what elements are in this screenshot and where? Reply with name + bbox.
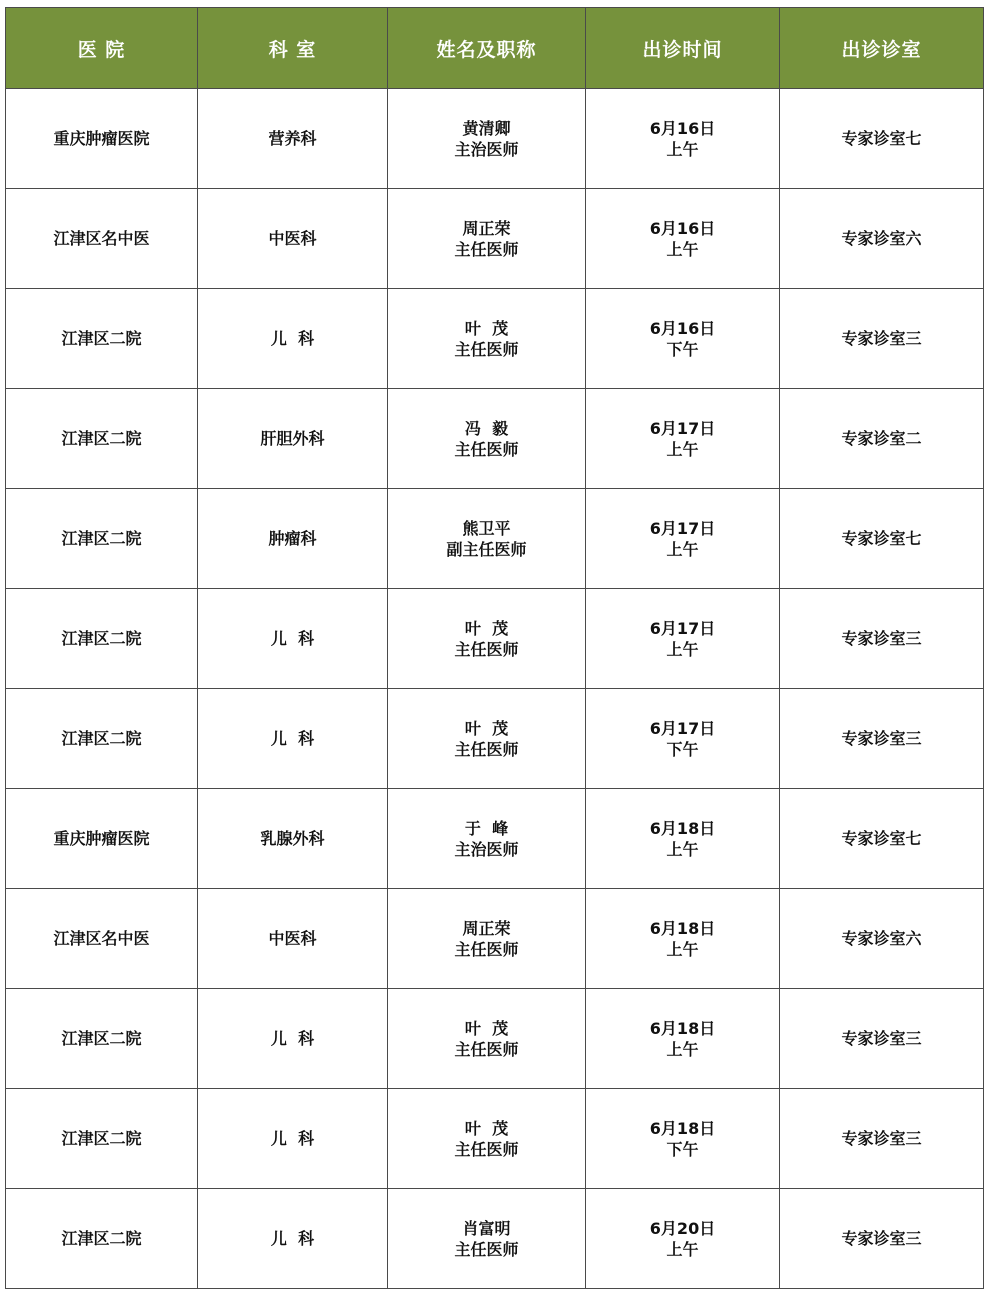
header-department: 科 室 bbox=[198, 8, 388, 89]
doctor-title: 主任医师 bbox=[454, 1239, 519, 1259]
hospital-text: 江津区二院 bbox=[61, 329, 142, 348]
cell-department bbox=[198, 989, 388, 1089]
cell-doctor bbox=[388, 889, 586, 989]
cell-department bbox=[198, 1089, 388, 1189]
department-text: 乳腺外科 bbox=[260, 829, 325, 848]
department-text: 肝胆外科 bbox=[260, 429, 325, 448]
cell-room bbox=[780, 89, 984, 189]
cell-doctor bbox=[388, 489, 586, 589]
doctor-title: 主任医师 bbox=[454, 1039, 519, 1059]
room-text: 专家诊室七 bbox=[841, 129, 922, 148]
department-text: 儿 科 bbox=[270, 329, 315, 348]
cell-hospital bbox=[6, 289, 198, 389]
doctor-name: 肖富明 bbox=[462, 1218, 511, 1238]
cell-time bbox=[586, 1089, 780, 1189]
cell-time bbox=[586, 989, 780, 1089]
table-row bbox=[6, 489, 984, 589]
doctor-title: 主治医师 bbox=[454, 839, 519, 859]
cell-doctor bbox=[388, 389, 586, 489]
cell-time bbox=[586, 1189, 780, 1289]
cell-hospital bbox=[6, 1189, 198, 1289]
doctor-title: 主任医师 bbox=[454, 339, 519, 359]
cell-doctor bbox=[388, 689, 586, 789]
department-text: 中医科 bbox=[268, 929, 317, 948]
clinic-date: 6月16日 bbox=[649, 318, 716, 338]
hospital-text: 江津区名中医 bbox=[53, 929, 150, 948]
cell-department bbox=[198, 89, 388, 189]
room-text: 专家诊室七 bbox=[841, 829, 922, 848]
doctor-title: 主任医师 bbox=[454, 239, 519, 259]
cell-hospital bbox=[6, 389, 198, 489]
schedule-table-container bbox=[5, 7, 983, 1289]
table-row bbox=[6, 889, 984, 989]
clinic-date: 6月18日 bbox=[649, 1018, 716, 1038]
room-text: 专家诊室三 bbox=[841, 729, 922, 748]
doctor-name: 叶 茂 bbox=[464, 1018, 509, 1038]
hospital-text: 江津区二院 bbox=[61, 529, 142, 548]
doctor-title: 主任医师 bbox=[454, 739, 519, 759]
table-row bbox=[6, 589, 984, 689]
clinic-date: 6月17日 bbox=[649, 718, 716, 738]
doctor-name: 于 峰 bbox=[464, 818, 509, 838]
department-text: 营养科 bbox=[268, 129, 317, 148]
cell-doctor bbox=[388, 789, 586, 889]
table-body bbox=[6, 89, 984, 1289]
cell-department bbox=[198, 789, 388, 889]
table-row bbox=[6, 789, 984, 889]
cell-time bbox=[586, 889, 780, 989]
doctor-name: 冯 毅 bbox=[464, 418, 509, 438]
clinic-date: 6月17日 bbox=[649, 518, 716, 538]
cell-doctor bbox=[388, 989, 586, 1089]
table-row bbox=[6, 189, 984, 289]
header-hospital: 医 院 bbox=[6, 8, 198, 89]
header-doctor: 姓名及职称 bbox=[388, 8, 586, 89]
clinic-date: 6月18日 bbox=[649, 918, 716, 938]
cell-room bbox=[780, 689, 984, 789]
doctor-name: 周正荣 bbox=[462, 918, 511, 938]
cell-hospital bbox=[6, 589, 198, 689]
clinic-period: 上午 bbox=[666, 439, 699, 459]
clinic-period: 下午 bbox=[666, 339, 699, 359]
cell-time bbox=[586, 89, 780, 189]
room-text: 专家诊室六 bbox=[841, 929, 922, 948]
cell-department bbox=[198, 1189, 388, 1289]
clinic-period: 上午 bbox=[666, 239, 699, 259]
table-row bbox=[6, 989, 984, 1089]
hospital-text: 江津区二院 bbox=[61, 1229, 142, 1248]
department-text: 肿瘤科 bbox=[268, 529, 317, 548]
cell-doctor bbox=[388, 1189, 586, 1289]
doctor-name: 叶 茂 bbox=[464, 1118, 509, 1138]
hospital-text: 江津区二院 bbox=[61, 1129, 142, 1148]
doctor-name: 叶 茂 bbox=[464, 318, 509, 338]
cell-room bbox=[780, 589, 984, 689]
table-row bbox=[6, 89, 984, 189]
cell-hospital bbox=[6, 789, 198, 889]
room-text: 专家诊室三 bbox=[841, 329, 922, 348]
table-row bbox=[6, 289, 984, 389]
clinic-period: 下午 bbox=[666, 1139, 699, 1159]
cell-department bbox=[198, 889, 388, 989]
cell-doctor bbox=[388, 589, 586, 689]
department-text: 儿 科 bbox=[270, 1129, 315, 1148]
cell-time bbox=[586, 489, 780, 589]
department-text: 儿 科 bbox=[270, 1029, 315, 1048]
hospital-text: 江津区二院 bbox=[61, 1029, 142, 1048]
clinic-period: 下午 bbox=[666, 739, 699, 759]
cell-hospital bbox=[6, 689, 198, 789]
clinic-date: 6月17日 bbox=[649, 418, 716, 438]
cell-department bbox=[198, 589, 388, 689]
clinic-period: 上午 bbox=[666, 139, 699, 159]
department-text: 儿 科 bbox=[270, 629, 315, 648]
cell-room bbox=[780, 1189, 984, 1289]
cell-time bbox=[586, 589, 780, 689]
cell-hospital bbox=[6, 89, 198, 189]
cell-department bbox=[198, 389, 388, 489]
cell-department bbox=[198, 189, 388, 289]
hospital-text: 重庆肿瘤医院 bbox=[53, 129, 150, 148]
doctor-title: 主治医师 bbox=[454, 139, 519, 159]
cell-room bbox=[780, 889, 984, 989]
clinic-date: 6月18日 bbox=[649, 818, 716, 838]
hospital-text: 重庆肿瘤医院 bbox=[53, 829, 150, 848]
doctor-name: 熊卫平 bbox=[462, 518, 511, 538]
clinic-period: 上午 bbox=[666, 839, 699, 859]
hospital-text: 江津区名中医 bbox=[53, 229, 150, 248]
table-row bbox=[6, 389, 984, 489]
clinic-period: 上午 bbox=[666, 539, 699, 559]
doctor-name: 叶 茂 bbox=[464, 618, 509, 638]
clinic-period: 上午 bbox=[666, 1239, 699, 1259]
clinic-period: 上午 bbox=[666, 639, 699, 659]
cell-room bbox=[780, 189, 984, 289]
doctor-title: 主任医师 bbox=[454, 439, 519, 459]
department-text: 中医科 bbox=[268, 229, 317, 248]
cell-doctor bbox=[388, 189, 586, 289]
cell-doctor bbox=[388, 289, 586, 389]
doctor-name: 黄清卿 bbox=[462, 118, 511, 138]
cell-room bbox=[780, 489, 984, 589]
cell-hospital bbox=[6, 889, 198, 989]
clinic-date: 6月18日 bbox=[649, 1118, 716, 1138]
cell-department bbox=[198, 689, 388, 789]
room-text: 专家诊室三 bbox=[841, 629, 922, 648]
header-row bbox=[6, 8, 984, 89]
doctor-title: 主任医师 bbox=[454, 939, 519, 959]
cell-room bbox=[780, 989, 984, 1089]
cell-time bbox=[586, 389, 780, 489]
room-text: 专家诊室三 bbox=[841, 1129, 922, 1148]
cell-room bbox=[780, 789, 984, 889]
header-time: 出诊时间 bbox=[586, 8, 780, 89]
cell-room bbox=[780, 1089, 984, 1189]
hospital-text: 江津区二院 bbox=[61, 729, 142, 748]
cell-time bbox=[586, 689, 780, 789]
hospital-text: 江津区二院 bbox=[61, 629, 142, 648]
clinic-date: 6月16日 bbox=[649, 218, 716, 238]
cell-room bbox=[780, 289, 984, 389]
doctor-title: 主任医师 bbox=[454, 1139, 519, 1159]
cell-time bbox=[586, 789, 780, 889]
room-text: 专家诊室二 bbox=[841, 429, 922, 448]
cell-hospital bbox=[6, 989, 198, 1089]
cell-hospital bbox=[6, 489, 198, 589]
hospital-text: 江津区二院 bbox=[61, 429, 142, 448]
room-text: 专家诊室六 bbox=[841, 229, 922, 248]
department-text: 儿 科 bbox=[270, 729, 315, 748]
clinic-schedule-table bbox=[5, 7, 984, 1289]
clinic-period: 上午 bbox=[666, 1039, 699, 1059]
table-row bbox=[6, 689, 984, 789]
clinic-period: 上午 bbox=[666, 939, 699, 959]
doctor-name: 周正荣 bbox=[462, 218, 511, 238]
cell-hospital bbox=[6, 1089, 198, 1189]
clinic-date: 6月16日 bbox=[649, 118, 716, 138]
cell-time bbox=[586, 289, 780, 389]
cell-time bbox=[586, 189, 780, 289]
cell-doctor bbox=[388, 1089, 586, 1189]
room-text: 专家诊室三 bbox=[841, 1029, 922, 1048]
table-row bbox=[6, 1089, 984, 1189]
doctor-title: 副主任医师 bbox=[446, 539, 527, 559]
doctor-name: 叶 茂 bbox=[464, 718, 509, 738]
room-text: 专家诊室七 bbox=[841, 529, 922, 548]
department-text: 儿 科 bbox=[270, 1229, 315, 1248]
cell-department bbox=[198, 489, 388, 589]
clinic-date: 6月17日 bbox=[649, 618, 716, 638]
table-header bbox=[6, 8, 984, 89]
header-room: 出诊诊室 bbox=[780, 8, 984, 89]
table-row bbox=[6, 1189, 984, 1289]
cell-department bbox=[198, 289, 388, 389]
cell-doctor bbox=[388, 89, 586, 189]
doctor-title: 主任医师 bbox=[454, 639, 519, 659]
cell-room bbox=[780, 389, 984, 489]
clinic-date: 6月20日 bbox=[649, 1218, 716, 1238]
cell-hospital bbox=[6, 189, 198, 289]
room-text: 专家诊室三 bbox=[841, 1229, 922, 1248]
